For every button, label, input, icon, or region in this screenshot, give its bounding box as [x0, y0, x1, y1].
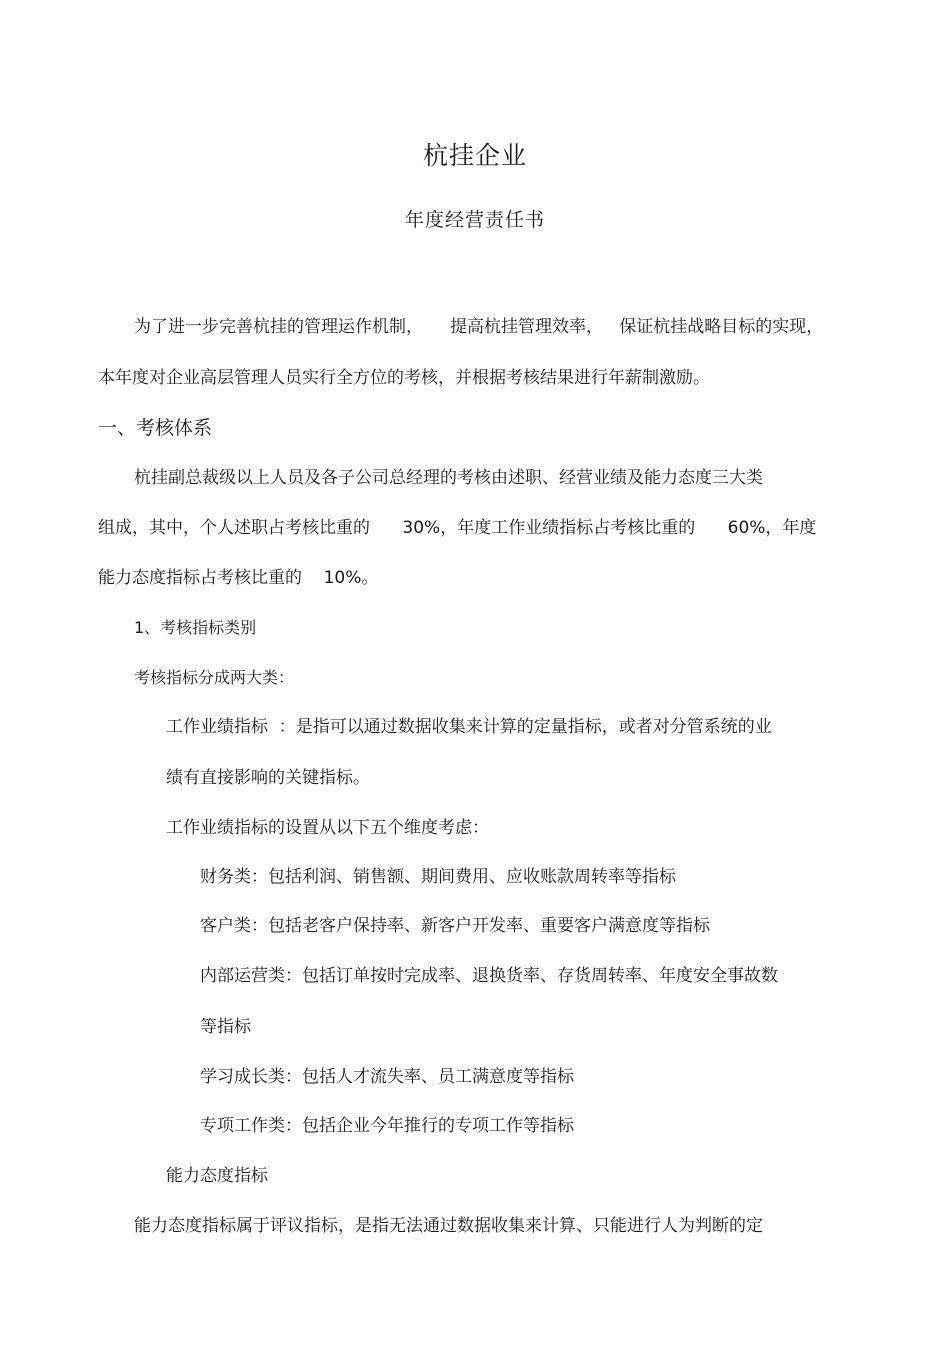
work-indicator-line-2: 绩有直接影响的关键指标。 — [166, 768, 370, 788]
intro-line-1: 为了进一步完善杭挂的管理运作机制， 提高杭挂管理效率， 保证杭挂战略目标的实现， — [134, 317, 824, 337]
dimension-item: 财务类：包括利润、销售额、期间费用、应收账款周转率等指标 — [200, 867, 676, 887]
dimension-item: 内部运营类：包括订单按时完成率、退换货率、存货周转率、年度安全事故数 — [200, 966, 778, 986]
dimension-item-continuation: 等指标 — [200, 1017, 251, 1037]
work-indicator-line-1: 工作业绩指标 ：是指可以通过数据收集来计算的定量指标，或者对分管系统的业 — [166, 717, 772, 737]
document-subtitle: 年度经营责任书 — [404, 209, 545, 231]
dimension-item: 学习成长类：包括人才流失率、员工满意度等指标 — [200, 1067, 574, 1087]
section-heading: 一、考核体系 — [98, 417, 213, 439]
section-paragraph-line-3: 能力态度指标占考核比重的 10%。 — [98, 568, 379, 588]
dimension-item: 专项工作类：包括企业今年推行的专项工作等指标 — [200, 1116, 574, 1136]
subsection-heading: 1、考核指标类别 — [134, 618, 257, 637]
subsection-intro: 考核指标分成两大类： — [134, 668, 295, 687]
section-paragraph-line-2: 组成，其中，个人述职占考核比重的 30%，年度工作业绩指标占考核比重的 60%，年度 — [98, 518, 817, 538]
ability-paragraph: 能力态度指标属于评议指标，是指无法通过数据收集来计算、只能进行人为判断的定 — [134, 1216, 763, 1236]
document-title: 杭挂企业 — [422, 141, 527, 170]
ability-heading: 能力态度指标 — [166, 1166, 268, 1186]
intro-line-2: 本年度对企业高层管理人员实行全方位的考核，并根据考核结果进行年薪制激励。 — [98, 368, 710, 388]
section-paragraph-line-1: 杭挂副总裁级以上人员及各子公司总经理的考核由述职、经营业绩及能力态度三大类 — [134, 468, 763, 488]
dimension-item: 客户类：包括老客户保持率、新客户开发率、重要客户满意度等指标 — [200, 916, 710, 936]
dimensions-intro: 工作业绩指标的设置从以下五个维度考虑： — [166, 818, 489, 838]
